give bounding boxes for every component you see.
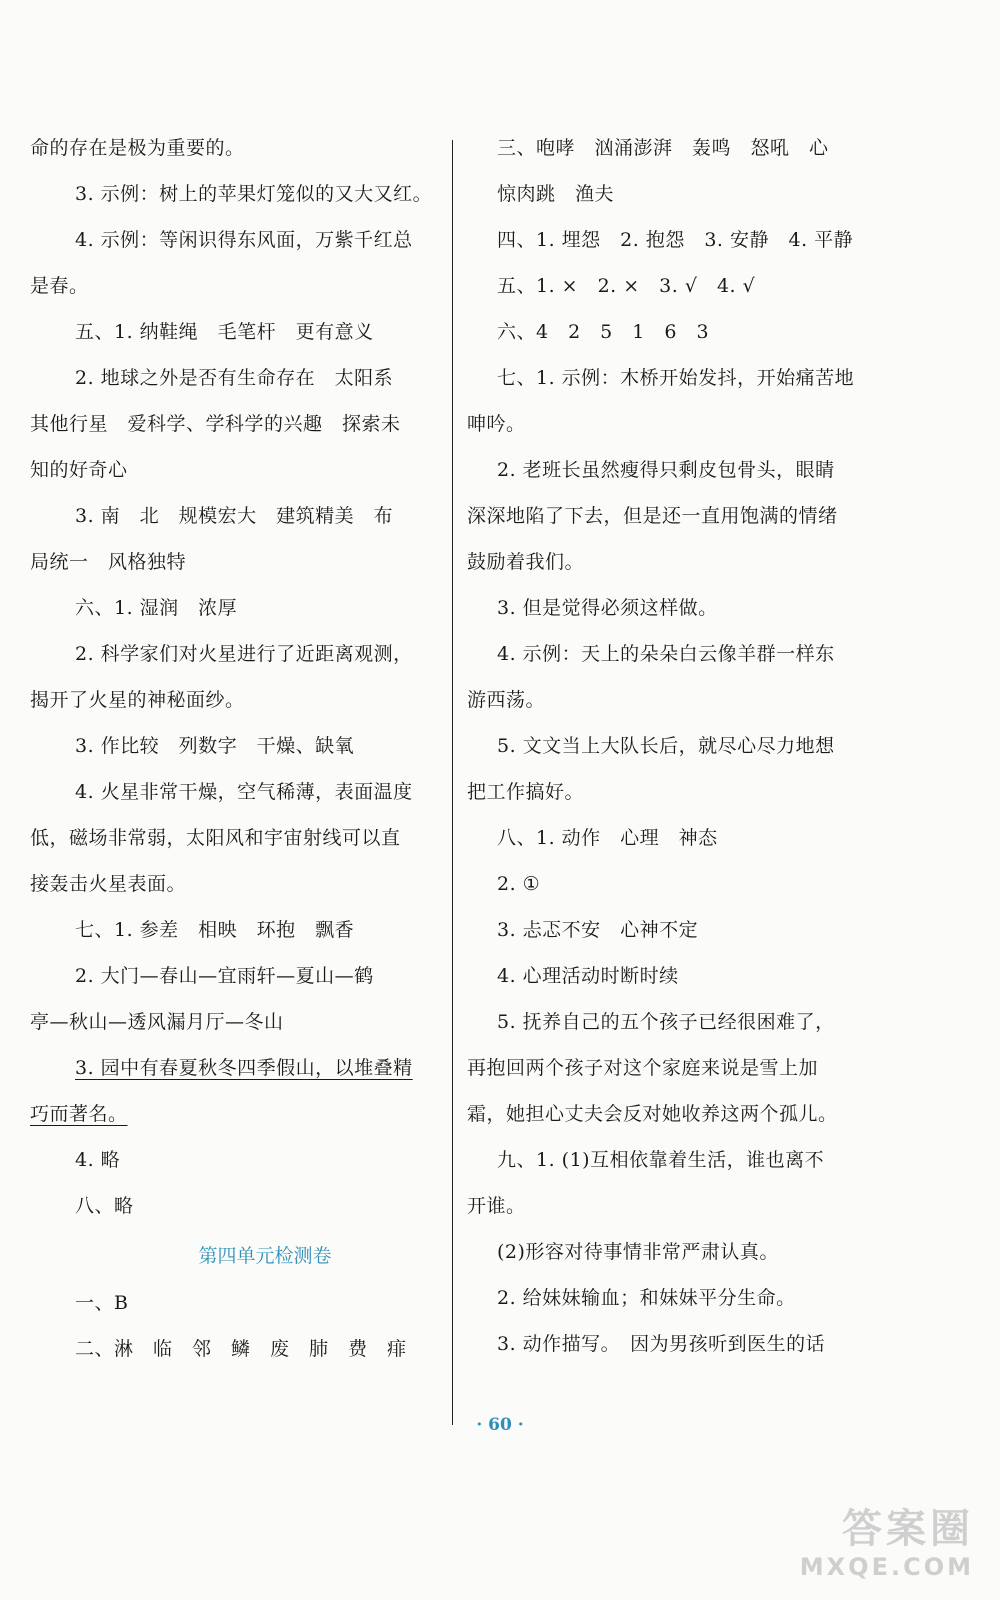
watermark-logo: [774, 1506, 974, 1588]
answer-line: 3. 南 北 规模宏大 建筑精美 布: [75, 505, 394, 527]
answer-line: 开谁。: [467, 1195, 526, 1217]
underlined-answer-line: 巧而著名。: [30, 1103, 128, 1125]
answer-line: 4. 略: [75, 1149, 121, 1171]
answer-line: 四、1. 埋怨 2. 抱怨 3. 安静 4. 平静: [497, 229, 854, 251]
answer-line: 2. 老班长虽然瘦得只剩皮包骨头，眼睛: [497, 459, 835, 481]
answer-line: 九、1. (1)互相依靠着生活，谁也离不: [497, 1149, 825, 1171]
answer-line: 3. 作比较 列数字 干燥、缺氧: [75, 735, 355, 757]
answer-line: 局统一 风格独特: [30, 551, 187, 573]
answer-line: 一、B: [75, 1292, 129, 1314]
section-title: 第四单元检测卷: [198, 1245, 332, 1267]
answer-line: 其他行星 爱科学、学科学的兴趣 探索未: [30, 413, 401, 435]
answer-line: 八、略: [75, 1195, 134, 1217]
underlined-answer-line: 3. 园中有春夏秋冬四季假山，以堆叠精: [75, 1057, 413, 1079]
answer-line: 七、1. 示例：木桥开始发抖，开始痛苦地: [497, 367, 855, 389]
answer-line: 4. 心理活动时断时续: [497, 965, 679, 987]
answer-line: 4. 示例：天上的朵朵白云像羊群一样东: [497, 643, 835, 665]
answer-line: 再抱回两个孩子对这个家庭来说是雪上加: [467, 1057, 819, 1079]
answer-line: 5. 文文当上大队长后，就尽心尽力地想: [497, 735, 835, 757]
answer-line: 知的好奇心: [30, 459, 128, 481]
answer-line: 3. 示例：树上的苹果灯笼似的又大又红。: [75, 183, 433, 205]
answer-line: 3. 忐忑不安 心神不定: [497, 919, 699, 941]
answer-line: 呻吟。: [467, 413, 526, 435]
answer-line: 霜，她担心丈夫会反对她收养这两个孤儿。: [467, 1103, 838, 1125]
answer-line: 八、1. 动作 心理 神态: [497, 827, 718, 849]
answer-line: 亭—秋山—透风漏月厅—冬山: [30, 1011, 284, 1033]
answer-line: 六、4 2 5 1 6 3: [497, 321, 710, 343]
answer-line: 4. 示例：等闲识得东风面，万紫千红总: [75, 229, 413, 251]
answer-line: 2. 给妹妹输血；和妹妹平分生命。: [497, 1287, 796, 1309]
answer-line: 五、1. × 2. × 3. √ 4. √: [497, 275, 756, 297]
answer-line: 六、1. 湿润 浓厚: [75, 597, 238, 619]
answer-line: 五、1. 纳鞋绳 毛笔杆 更有意义: [75, 321, 374, 343]
answer-line: 2. 科学家们对火星进行了近距离观测，: [75, 643, 413, 665]
answer-line: (2)形容对待事情非常严肃认真。: [497, 1241, 779, 1263]
watermark-logo-top: 答案圈: [842, 1506, 974, 1552]
left-column: [30, 125, 440, 1372]
answer-line: 二、淋 临 邻 鳞 废 肺 费 痱: [75, 1338, 407, 1360]
answer-line: 3. 动作描写。 因为男孩听到医生的话: [497, 1333, 826, 1355]
answer-line: 4. 火星非常干燥，空气稀薄，表面温度: [75, 781, 413, 803]
answer-line: 接轰击火星表面。: [30, 873, 187, 895]
right-column: [467, 125, 867, 1367]
answer-line: 把工作搞好。: [467, 781, 585, 803]
answer-line: 命的存在是极为重要的。: [30, 137, 245, 159]
answer-line: 3. 但是觉得必须这样做。: [497, 597, 718, 619]
answer-line: 深深地陷了下去，但是还一直用饱满的情绪: [467, 505, 838, 527]
answer-line: 2. 大门—春山—宜雨轩—夏山—鹤: [75, 965, 374, 987]
answer-line: 是春。: [30, 275, 89, 297]
answer-line: 七、1. 参差 相映 环抱 飘香: [75, 919, 355, 941]
answer-line: 鼓励着我们。: [467, 551, 585, 573]
answer-line: 三、咆哮 汹涌澎湃 轰鸣 怒吼 心: [497, 137, 829, 159]
watermark-logo-bottom: MXQE.COM: [799, 1553, 974, 1581]
column-divider: [452, 140, 453, 1425]
answer-line: 揭开了火星的神秘面纱。: [30, 689, 245, 711]
answer-line: 低，磁场非常弱，太阳风和宇宙射线可以直: [30, 827, 401, 849]
answer-line: 2. ①: [497, 873, 541, 895]
answer-line: 2. 地球之外是否有生命存在 太阳系: [75, 367, 394, 389]
answer-line: 5. 抚养自己的五个孩子已经很困难了，: [497, 1011, 835, 1033]
answer-line: 游西荡。: [467, 689, 546, 711]
answer-line: 惊肉跳 渔夫: [497, 183, 615, 205]
page-number: · 60 ·: [476, 1415, 524, 1435]
